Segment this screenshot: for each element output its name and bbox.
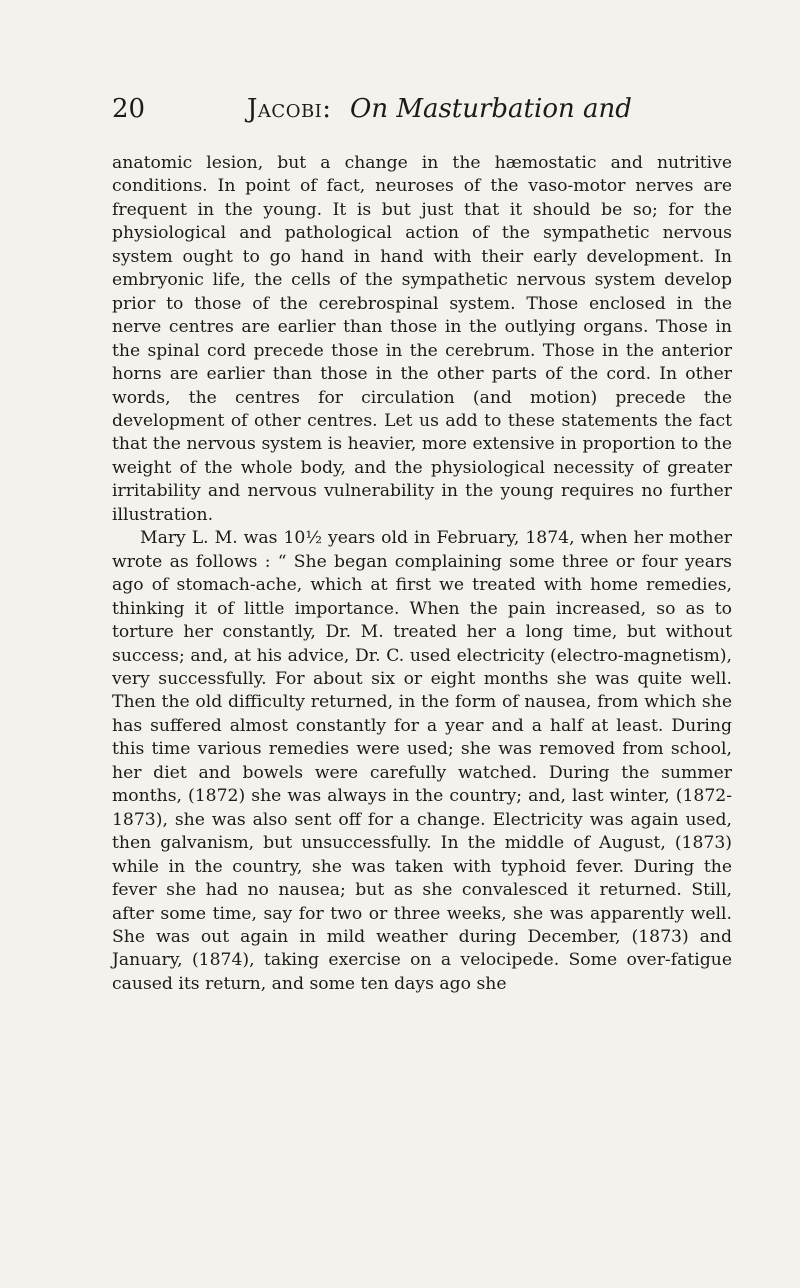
paragraph: Mary L. M. was 10½ years old in February, 1874, when her mother wrote as follows : “ She began complaining some three or four years ago of stomach-ache, which at first we treated with home remedies, thinking it of little importance. When the pain increased, so as to torture her constantly, Dr. M. treated her a long time, but without success; and, at his advice, Dr. C. used electricity (electro-magnetism), very successfully. For about six or eight months she was quite well. Then the old difficulty returned, in the form of nausea, from which she has suffered almost constantly for a year and a half at least. During this time various remedies were used; she was removed from school, her diet and bowels were carefully watched. During the summer months, (1872) she was always in the country; and, last winter, (1872-1873), she was also sent off for a change. Electricity was again used, then galvanism, but unsuccessfully. In the middle of August, (1873) while in the country, she was taken with typhoid fever. During the fever she had no nausea; but as she convalesced it returned. Still, after some time, say for two or three weeks, she was apparently well. She was out again in mild weather during December, (1873) and January, (1874), taking exercise on a velocipede. Some over-fatigue caused its return, and some ten days ago she — [112, 528, 732, 994]
running-head — [112, 94, 732, 134]
running-head-author: Jacobi: — [247, 94, 332, 124]
page-number: 20 — [112, 94, 146, 124]
body-text — [112, 152, 732, 996]
running-head-title: On Masturbation and — [350, 94, 632, 124]
paragraph: anatomic lesion, but a change in the hæmostatic and nutritive conditions. In point of fact, neuroses of the vaso-motor nerves are frequent in the young. It is but just that it should be so; for the physiological and pathological action of the sympathetic nervous system ought to go hand in hand with their early development. In embryonic life, the cells of the sympathetic nervous system develop prior to those of the cerebrospinal system. Those enclosed in the nerve centres are earlier than those in the outlying organs. Those in the spinal cord precede those in the cerebrum. Those in the anterior horns are earlier than those in the other parts of the cord. In other words, the centres for circulation (and motion) precede the development of other centres. Let us add to these statements the fact that the nervous system is heavier, more extensive in proportion to the weight of the whole body, and the physiological necessity of greater irritability and nervous vulnerability in the young requires no further illustration. — [112, 153, 732, 525]
